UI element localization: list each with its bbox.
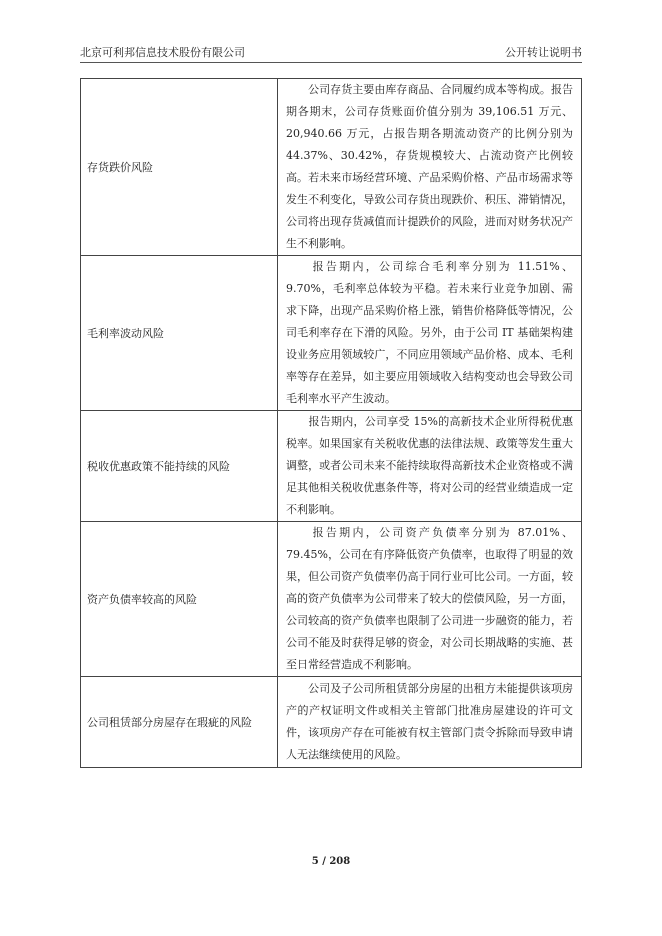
risk-description: 报告期内，公司资产负债率分别为 87.01%、79.45%，公司在有序降低资产负债率，也取得了明显的效果，但公司资产负债率仍高于同行业可比公司。一方面，较高的资产负债率为公司带来了较大的偿债风险，另一方面，公司较高的资产负债率也限制了公司进一步融资的能力，若公司不能及时获得足够的资金，对公司长期战略的实施、甚至日常经营造成不利影响。 (278, 522, 582, 677)
table-row (81, 79, 582, 256)
table-row (81, 677, 582, 768)
company-name: 北京可利邦信息技术股份有限公司 (80, 46, 245, 59)
risk-name: 公司租赁部分房屋存在瑕疵的风险 (81, 677, 278, 768)
risk-table (80, 78, 582, 768)
risk-description: 公司及子公司所租赁部分房屋的出租方未能提供该项房产的产权证明文件或相关主管部门批准房屋建设的许可文件，该项房产存在可能被有权主管部门责令拆除而导致申请人无法继续使用的风险。 (278, 677, 582, 768)
risk-description: 公司存货主要由库存商品、合同履约成本等构成。报告期各期末，公司存货账面价值分别为 39,106.51 万元、20,940.66 万元，占报告期各期流动资产的比例分别为44.37%、30.42%，存货规模较大、占流动资产比例较高。若未来市场经营环境、产品采购价格、产品市场需求等发生不利变化，导致公司存货出现跌价、积压、滞销情况，公司将出现存货减值而计提跌价的风险，进而对财务状况产生不利影响。 (278, 79, 582, 256)
page-number: 5 / 208 (311, 856, 351, 867)
table-row (81, 411, 582, 522)
table-row (81, 522, 582, 677)
risk-description: 报告期内，公司享受 15%的高新技术企业所得税优惠税率。如果国家有关税收优惠的法律法规、政策等发生重大调整，或者公司未来不能持续取得高新技术企业资格或不满足其他相关税收优惠条件等，将对公司的经营业绩造成一定不利影响。 (278, 411, 582, 522)
page-header (80, 40, 582, 63)
risk-name: 税收优惠政策不能持续的风险 (81, 411, 278, 522)
risk-name: 存货跌价风险 (81, 79, 278, 256)
table-row (81, 256, 582, 411)
document-title: 公开转让说明书 (505, 46, 582, 59)
risk-description: 报告期内，公司综合毛利率分别为 11.51%、9.70%，毛利率总体较为平稳。若未来行业竞争加剧、需求下降，出现产品采购价格上涨，销售价格降低等情况，公司毛利率存在下滑的风险。另外，由于公司 IT 基础架构建设业务应用领域较广，不同应用领域产品价格、成本、毛利率等存在差异，如主要应用领域收入结构变动也会导致公司毛利率水平产生波动。 (278, 256, 582, 411)
risk-name: 毛利率波动风险 (81, 256, 278, 411)
risk-name: 资产负债率较高的风险 (81, 522, 278, 677)
